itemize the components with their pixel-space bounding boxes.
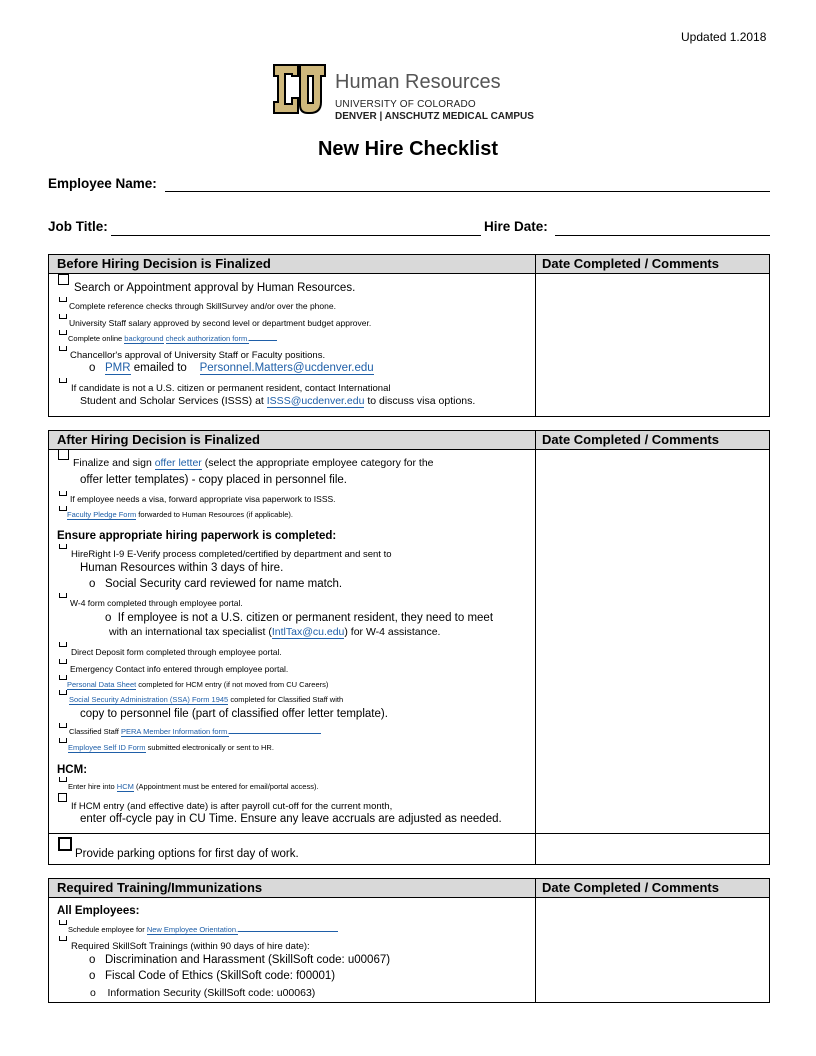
item-orientation: Schedule employee for New Employee Orientation.: [68, 925, 338, 934]
checkbox[interactable]: [59, 346, 67, 351]
table-header: [49, 255, 769, 274]
item-self-id-form: Employee Self ID Form submitted electronically or sent to HR.: [68, 743, 274, 752]
table-header: [49, 879, 769, 898]
pmr-link[interactable]: PMR: [105, 362, 131, 374]
all-employees-heading: All Employees:: [57, 905, 140, 917]
table-header: [49, 431, 769, 450]
item-w4-intl: o If employee is not a U.S. citizen or permanent resident, they need to meet: [105, 612, 494, 624]
item-skillsoft: Required SkillSoft Trainings (within 90 days of hire date):: [71, 941, 310, 952]
item-personal-data-sheet: Personal Data Sheet completed for HCM entry (if not moved from CU Careers): [67, 680, 329, 689]
item-faculty-pledge: Faculty Pledge Form forwarded to Human Resources (if applicable).: [67, 510, 293, 519]
checkbox[interactable]: [58, 274, 69, 285]
comments-header: Date Completed / Comments: [542, 256, 719, 271]
cu-logo: [272, 63, 547, 125]
checkbox[interactable]: [59, 491, 67, 496]
item-hcm-entry: Enter hire into HCM (Appointment must be entered for email/portal access).: [68, 782, 319, 791]
item-w4: W-4 form completed through employee portal.: [70, 598, 243, 608]
item-ssa-form: Social Security Administration (SSA) Form 1945 completed for Classified Staff with: [69, 695, 344, 704]
checkbox[interactable]: [59, 544, 67, 549]
checkbox[interactable]: [59, 506, 67, 511]
hcm-link[interactable]: HCM: [116, 782, 134, 791]
self-id-form-link[interactable]: Employee Self ID Form: [68, 743, 146, 752]
checkbox[interactable]: [59, 330, 67, 335]
logo-title: Human Resources: [335, 71, 501, 93]
checkbox[interactable]: [59, 659, 67, 664]
item-emergency-contact: Emergency Contact info entered through employee portal.: [70, 664, 289, 674]
section-title: Required Training/Immunizations: [57, 880, 263, 895]
checkbox[interactable]: [59, 675, 67, 680]
checkbox[interactable]: [59, 297, 67, 302]
checkbox[interactable]: [59, 723, 67, 728]
background-link[interactable]: background: [124, 334, 164, 343]
item-international-contact: If candidate is not a U.S. citizen or permanent resident, contact International: [71, 383, 391, 394]
column-divider: [535, 431, 536, 864]
checkbox[interactable]: [59, 314, 67, 319]
hire-date-label: Hire Date:: [484, 219, 548, 234]
after-hiring-table: [48, 430, 770, 865]
training-table: [48, 878, 770, 1003]
check-authorization-link[interactable]: check authorization form.: [165, 334, 250, 343]
personnel-matters-link[interactable]: Personnel.Matters@ucdenver.edu: [199, 362, 374, 374]
checkbox[interactable]: [59, 642, 67, 647]
item-reference-checks: Complete reference checks through SkillSurvey and/or over the phone.: [69, 301, 336, 311]
offer-letter-link[interactable]: offer letter: [154, 457, 202, 469]
checkbox[interactable]: [58, 837, 72, 851]
item-visa-paperwork: If employee needs a visa, forward appropriate visa paperwork to ISSS.: [70, 494, 336, 504]
column-divider: [535, 879, 536, 1002]
before-hiring-table: [48, 254, 770, 417]
item-parking: Provide parking options for first day of work.: [75, 848, 299, 860]
row-divider: [49, 833, 769, 834]
item-ss-card: o Social Security card reviewed for name match.: [89, 578, 343, 590]
item-background-check: Complete online background check authorization form.: [68, 334, 277, 343]
item-isss-line: Student and Scholar Services (ISSS) at ISSS@ucdenver.edu to discuss visa options.: [80, 395, 476, 407]
item-salary-approval: University Staff salary approved by second level or department budget approver.: [69, 318, 372, 328]
checkbox[interactable]: [59, 920, 67, 925]
checkbox[interactable]: [58, 793, 67, 802]
logo-campus: DENVER | ANSCHUTZ MEDICAL CAMPUS: [335, 111, 534, 122]
hire-date-field[interactable]: [555, 235, 770, 236]
column-divider: [535, 255, 536, 416]
item-offer-letter-cont: offer letter templates) - copy placed in personnel file.: [80, 474, 347, 486]
item-payroll-cutoff-cont: enter off-cycle pay in CU Time. Ensure any leave accruals are adjusted as needed.: [80, 813, 502, 825]
checkbox[interactable]: [59, 593, 67, 598]
item-search-approval: Search or Appointment approval by Human Resources.: [74, 282, 356, 294]
section-title: After Hiring Decision is Finalized: [57, 432, 260, 447]
hcm-heading: HCM:: [57, 764, 88, 776]
item-infosec: o Information Security (SkillSoft code: u00063): [90, 987, 316, 999]
employee-name-field[interactable]: [165, 191, 770, 192]
faculty-pledge-link[interactable]: Faculty Pledge Form: [67, 510, 137, 519]
checkbox[interactable]: [59, 378, 67, 383]
item-hireright-cont: Human Resources within 3 days of hire.: [80, 562, 284, 574]
item-chancellor-approval: Chancellor's approval of University Staff or Faculty positions.: [70, 350, 326, 361]
checkbox[interactable]: [59, 777, 67, 782]
orientation-link[interactable]: New Employee Orientation.: [146, 925, 239, 934]
item-hireright: HireRight I-9 E-Verify process completed/certified by department and sent to: [71, 549, 392, 560]
ensure-paperwork-heading: Ensure appropriate hiring paperwork is completed:: [57, 530, 337, 542]
intltax-link[interactable]: IntlTax@cu.edu: [271, 626, 345, 638]
page-title: New Hire Checklist: [317, 138, 499, 160]
logo-university: UNIVERSITY OF COLORADO: [335, 99, 476, 110]
item-offer-letter: Finalize and sign offer letter (select the appropriate employee category for the: [73, 457, 434, 469]
comments-header: Date Completed / Comments: [542, 432, 719, 447]
pera-form-link[interactable]: PERA Member Information form.: [120, 727, 230, 736]
item-payroll-cutoff: If HCM entry (and effective date) is after payroll cut-off for the current month,: [71, 801, 393, 812]
checkbox[interactable]: [59, 738, 67, 743]
item-ssa-form-cont: copy to personnel file (part of classified offer letter template).: [80, 708, 388, 720]
item-discrimination: o Discrimination and Harassment (SkillSoft code: u00067): [89, 954, 391, 966]
item-ethics: o Fiscal Code of Ethics (SkillSoft code: f00001): [89, 970, 336, 982]
section-title: Before Hiring Decision is Finalized: [57, 256, 271, 271]
checkbox[interactable]: [59, 690, 67, 695]
cu-logo-icon: [272, 63, 327, 115]
isss-email-link[interactable]: ISSS@ucdenver.edu: [266, 395, 365, 407]
personal-data-sheet-link[interactable]: Personal Data Sheet: [67, 680, 137, 689]
item-pmr-email: o PMR emailed to Personnel.Matters@ucdenver.edu: [89, 362, 374, 374]
item-direct-deposit: Direct Deposit form completed through employee portal.: [71, 647, 282, 657]
checkbox[interactable]: [58, 449, 69, 460]
checkbox[interactable]: [59, 936, 67, 941]
ssa-form-link[interactable]: Social Security Administration (SSA) Form 1945: [69, 695, 229, 704]
comments-header: Date Completed / Comments: [542, 880, 719, 895]
job-title-label: Job Title:: [48, 219, 108, 234]
item-w4-intl-cont: with an international tax specialist (IntlTax@cu.edu) for W-4 assistance.: [109, 626, 441, 638]
updated-date: Updated 1.2018: [681, 30, 767, 44]
employee-name-label: Employee Name:: [48, 176, 157, 191]
item-pera-form: Classified Staff PERA Member Information form.: [69, 727, 321, 736]
job-title-field[interactable]: [111, 235, 481, 236]
